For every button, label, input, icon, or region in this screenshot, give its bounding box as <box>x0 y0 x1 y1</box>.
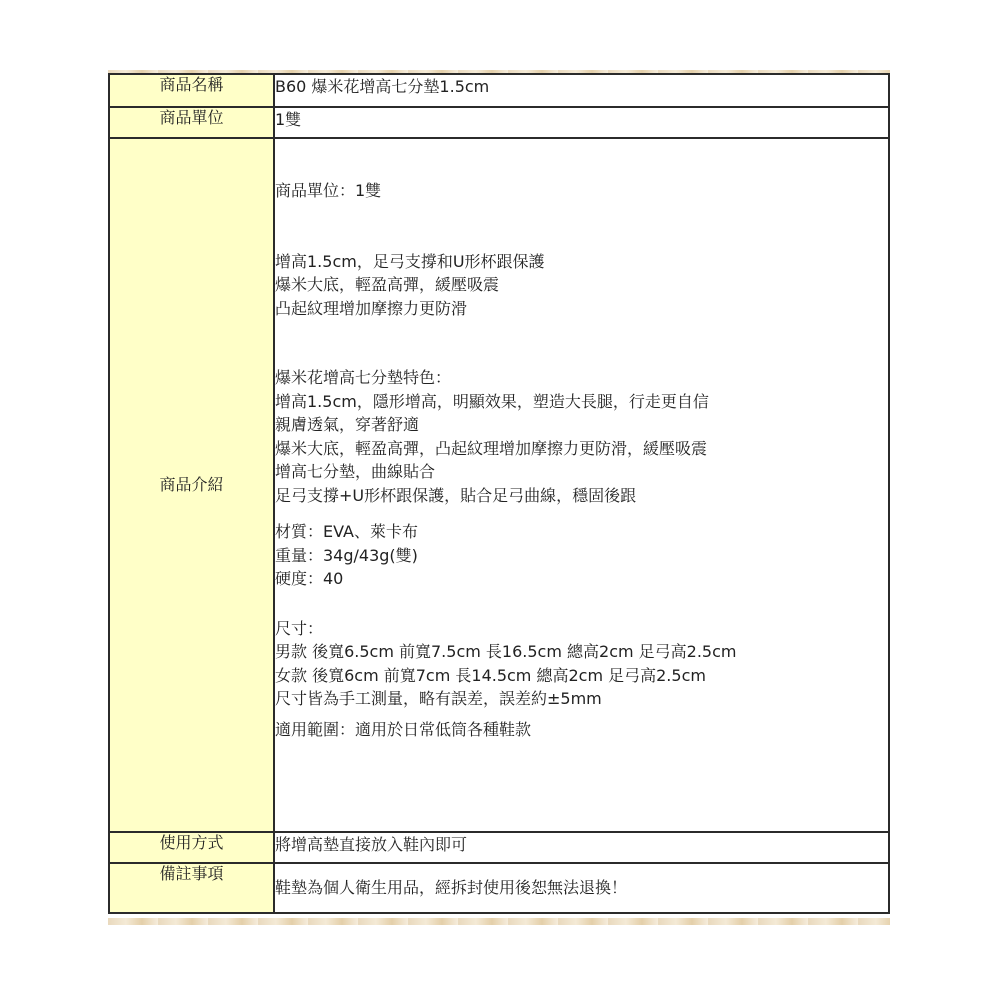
note-label: 備註事項 <box>109 863 274 913</box>
product-unit-label: 商品單位 <box>109 107 274 138</box>
intro-summary-line: 凸起紋理增加摩擦力更防滑 <box>275 298 468 318</box>
intro-spec-line: 硬度：40 <box>275 569 344 588</box>
note-value: 鞋墊為個人衛生用品，經拆封使用後恕無法退換！ <box>275 878 628 897</box>
intro-feature-line: 爆米大底，輕盈高彈，凸起紋理增加摩擦力更防滑，緩壓吸震 <box>275 438 708 458</box>
intro-feature-line: 增高1.5cm，隱形增高，明顯效果，塑造大長腿，行走更自信 <box>275 391 709 411</box>
usage-value: 將增高墊直接放入鞋內即可 <box>274 832 889 863</box>
intro-size-line: 女款 後寬6cm 前寬7cm 長14.5cm 總高2cm 足弓高2.5cm <box>275 665 706 685</box>
product-unit-value: 1雙 <box>274 107 889 138</box>
note-value-cell <box>274 863 889 913</box>
intro-scope-line: 適用範圍：適用於日常低筒各種鞋款 <box>275 719 532 739</box>
product-name-value: B60 爆米花增高七分墊1.5cm <box>274 74 889 107</box>
usage-label: 使用方式 <box>109 832 274 863</box>
intro-summary-line: 增高1.5cm，足弓支撐和U形杯跟保護 <box>275 251 545 271</box>
intro-size-line: 尺寸： <box>275 618 324 638</box>
product-intro-content <box>274 138 889 832</box>
intro-feature-line: 爆米花增高七分墊特色： <box>275 368 452 387</box>
intro-unit-line: 商品單位：1雙 <box>275 181 382 200</box>
intro-size-line: 男款 後寬6.5cm 前寬7.5cm 長16.5cm 總高2cm 足弓高2.5cm <box>275 642 737 661</box>
row-product-name <box>109 74 889 107</box>
row-product-intro <box>109 138 889 832</box>
product-name-label: 商品名稱 <box>109 74 274 107</box>
intro-feature-line: 足弓支撐+U形杯跟保護，貼合足弓曲線，穩固後跟 <box>275 485 637 505</box>
intro-summary-line: 爆米大底，輕盈高彈，緩壓吸震 <box>275 275 500 294</box>
intro-size-line: 尺寸皆為手工測量，略有誤差，誤差約±5mm <box>275 689 602 708</box>
row-note <box>109 863 889 913</box>
product-spec-table <box>108 73 890 914</box>
row-product-unit <box>109 107 889 138</box>
decorative-band-bottom <box>108 918 890 925</box>
row-usage <box>109 832 889 863</box>
intro-feature-line: 增高七分墊，曲線貼合 <box>275 462 436 481</box>
intro-feature-line: 親膚透氣，穿著舒適 <box>275 415 420 434</box>
intro-spec-line: 重量：34g/43g(雙) <box>275 545 418 565</box>
product-intro-label: 商品介紹 <box>109 138 274 832</box>
intro-spec-line: 材質：EVA、萊卡布 <box>275 522 418 541</box>
